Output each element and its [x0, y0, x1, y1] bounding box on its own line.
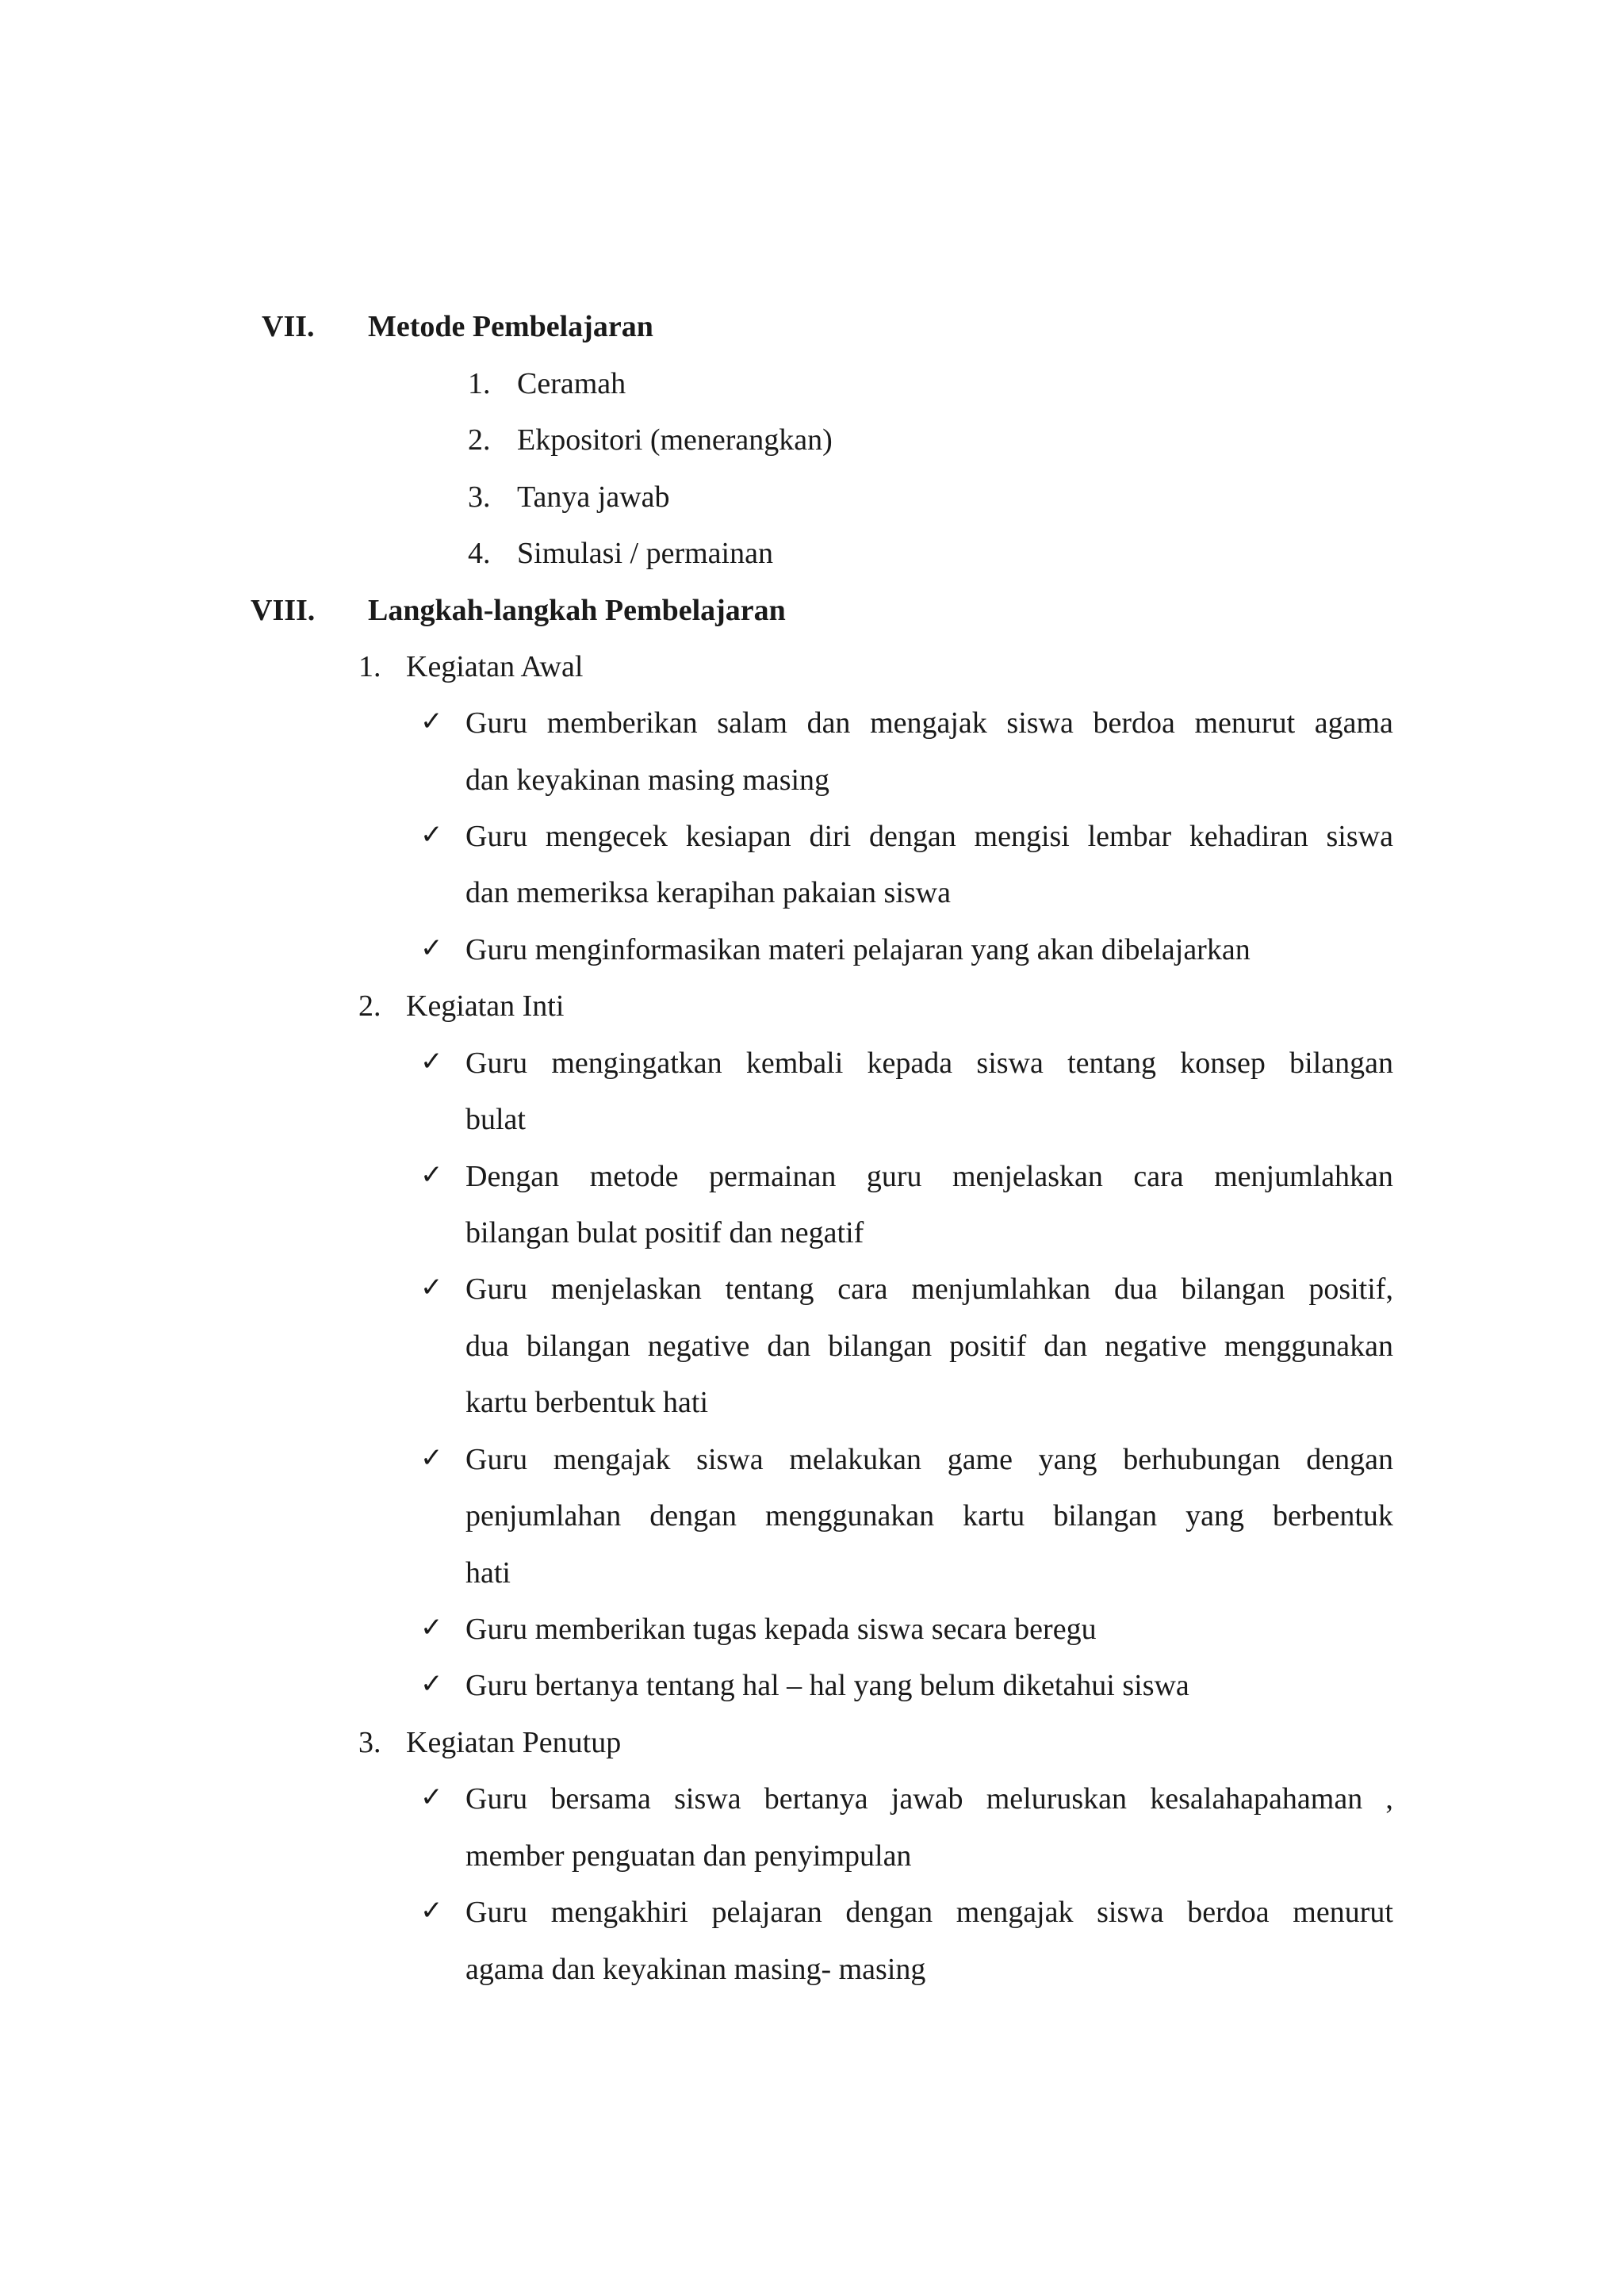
- inti-item-5: Guru memberikan tugas kepada siswa secara beregu: [465, 1613, 1097, 1646]
- inti-item-2-line-2: bilangan bulat positif dan negatif: [465, 1216, 864, 1249]
- method-4-number: 4.: [468, 537, 491, 570]
- check-icon: ✓: [420, 932, 443, 964]
- activity-awal-number: 1.: [358, 650, 381, 683]
- awal-item-3: Guru menginformasikan materi pelajaran yang akan dibelajarkan: [465, 933, 1251, 966]
- section-8-numeral: VIII.: [251, 594, 316, 627]
- method-1-label: Ceramah: [517, 367, 626, 400]
- inti-item-6: Guru bertanya tentang hal – hal yang belum diketahui siswa: [465, 1669, 1189, 1702]
- method-3-number: 3.: [468, 480, 491, 514]
- method-1-number: 1.: [468, 367, 491, 400]
- check-icon: ✓: [420, 819, 443, 851]
- penutup-item-1-line-1: Guru bersama siswa bertanya jawab meluruskan kesalahapahaman ,: [465, 1782, 1393, 1816]
- activity-inti-label: Kegiatan Inti: [406, 989, 565, 1023]
- inti-item-4-line-2: penjumlahan dengan menggunakan kartu bilangan yang berbentuk: [465, 1499, 1393, 1533]
- method-3-label: Tanya jawab: [517, 480, 670, 514]
- activity-inti-number: 2.: [358, 989, 381, 1023]
- check-icon: ✓: [420, 1046, 443, 1077]
- penutup-item-2-line-1: Guru mengakhiri pelajaran dengan mengajak siswa berdoa menurut: [465, 1896, 1393, 1929]
- section-7-title: Metode Pembelajaran: [368, 310, 653, 343]
- method-2-number: 2.: [468, 423, 491, 457]
- check-icon: ✓: [420, 1159, 443, 1191]
- inti-item-1-line-2: bulat: [465, 1103, 526, 1136]
- check-icon: ✓: [420, 1781, 443, 1813]
- inti-item-3-line-1: Guru menjelaskan tentang cara menjumlahkan dua bilangan positif,: [465, 1272, 1393, 1306]
- method-4-label: Simulasi / permainan: [517, 537, 773, 570]
- awal-item-2-line-2: dan memeriksa kerapihan pakaian siswa: [465, 876, 951, 909]
- inti-item-2-line-1: Dengan metode permainan guru menjelaskan cara menjumlahkan: [465, 1160, 1393, 1193]
- penutup-item-2-line-2: agama dan keyakinan masing- masing: [465, 1953, 926, 1986]
- activity-awal-label: Kegiatan Awal: [406, 650, 584, 683]
- check-icon: ✓: [420, 1895, 443, 1927]
- awal-item-1-line-2: dan keyakinan masing masing: [465, 763, 830, 797]
- activity-penutup-label: Kegiatan Penutup: [406, 1726, 622, 1759]
- check-icon: ✓: [420, 1668, 443, 1700]
- section-8-title: Langkah-langkah Pembelajaran: [368, 594, 786, 627]
- inti-item-1-line-1: Guru mengingatkan kembali kepada siswa tentang konsep bilangan: [465, 1047, 1393, 1080]
- inti-item-3-line-2: dua bilangan negative dan bilangan positif dan negative menggunakan: [465, 1330, 1393, 1363]
- inti-item-4-line-3: hati: [465, 1556, 511, 1590]
- inti-item-4-line-1: Guru mengajak siswa melakukan game yang berhubungan dengan: [465, 1443, 1393, 1476]
- check-icon: ✓: [420, 706, 443, 737]
- penutup-item-1-line-2: member penguatan dan penyimpulan: [465, 1839, 912, 1873]
- check-icon: ✓: [420, 1612, 443, 1644]
- check-icon: ✓: [420, 1442, 443, 1474]
- method-2-label: Ekpositori (menerangkan): [517, 423, 833, 457]
- section-7-numeral: VII.: [262, 310, 315, 343]
- inti-item-3-line-3: kartu berbentuk hati: [465, 1386, 709, 1419]
- awal-item-1-line-1: Guru memberikan salam dan mengajak siswa berdoa menurut agama: [465, 706, 1393, 740]
- awal-item-2-line-1: Guru mengecek kesiapan diri dengan mengisi lembar kehadiran siswa: [465, 820, 1393, 853]
- activity-penutup-number: 3.: [358, 1726, 381, 1759]
- check-icon: ✓: [420, 1272, 443, 1303]
